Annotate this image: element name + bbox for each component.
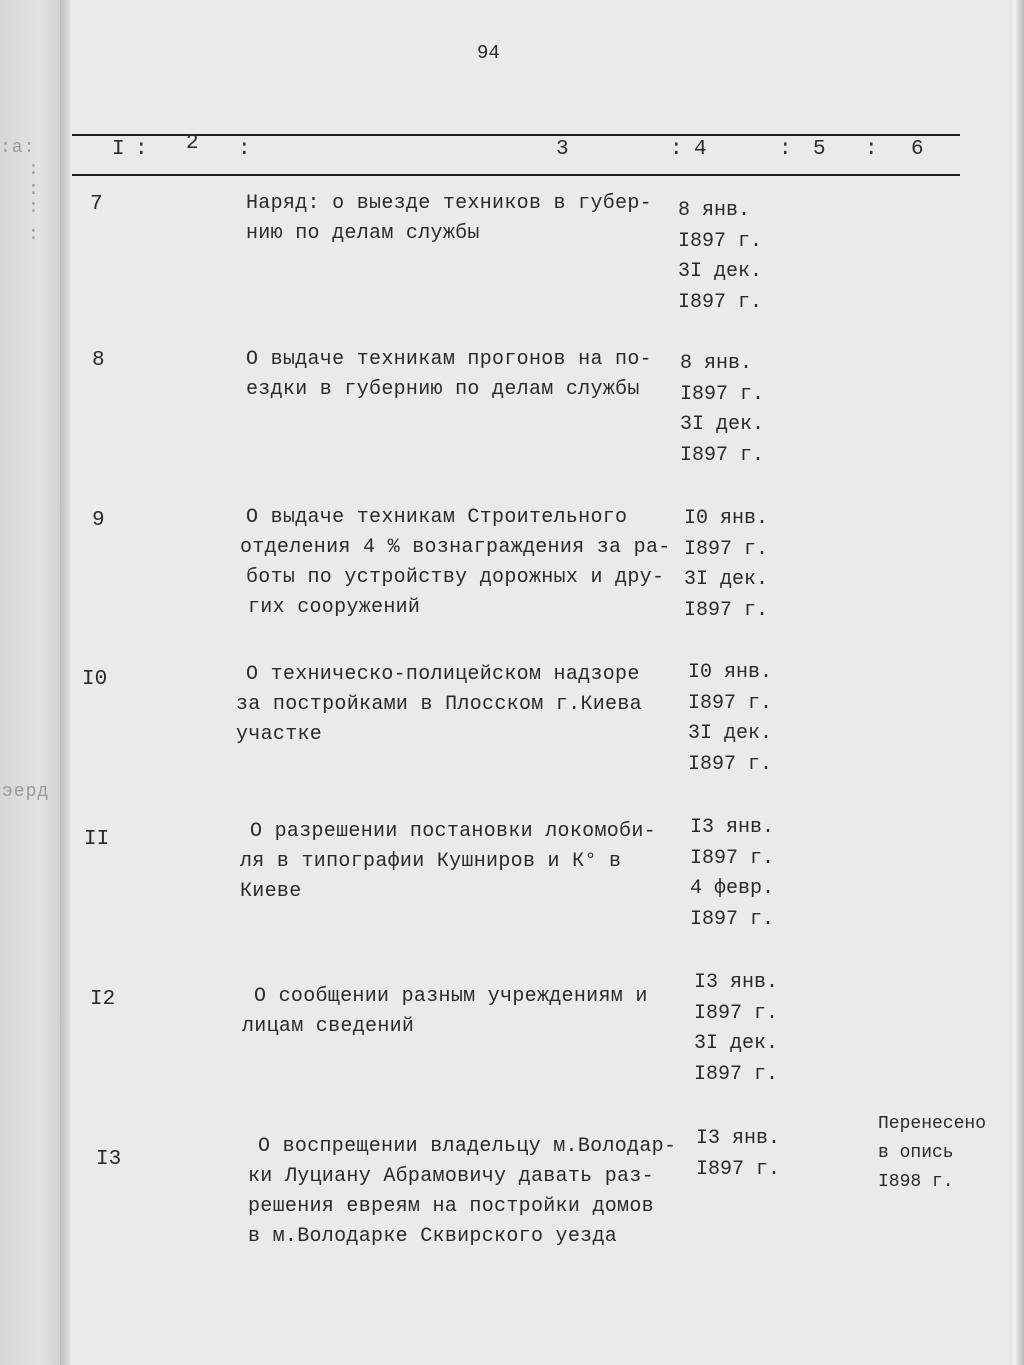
title-line: Наряд: о выезде техников в губер- xyxy=(246,192,652,215)
title-line: О выдаче техникам Строительного xyxy=(246,506,628,529)
title-line: ездки в губернию по делам службы xyxy=(246,378,640,401)
entry-number: I3 xyxy=(96,1148,122,1171)
entry-note xyxy=(878,1110,986,1197)
date-end-year: I897 г. xyxy=(688,752,773,776)
col-header-4: 4 xyxy=(694,138,709,161)
note-line: в опись xyxy=(878,1143,954,1163)
note-line: Перенесено xyxy=(878,1114,987,1134)
header-rule-top xyxy=(72,134,960,136)
date-start-year: I897 г. xyxy=(684,537,769,561)
date-start-year: I897 г. xyxy=(680,382,765,406)
entry-number: 9 xyxy=(92,509,105,532)
date-end-year: I897 г. xyxy=(680,443,765,467)
col-separator: : xyxy=(779,138,794,161)
entry-dates xyxy=(680,349,764,471)
date-end-year: I897 г. xyxy=(684,598,769,622)
page-edge xyxy=(1008,0,1024,1365)
date-start: I0 янв. xyxy=(684,507,769,530)
col-header-3: 3 xyxy=(556,138,571,161)
title-line: О сообщении разным учреждениям и xyxy=(254,985,648,1008)
title-line: Киеве xyxy=(240,880,302,903)
date-start: I3 янв. xyxy=(690,816,775,839)
date-end: 3I дек. xyxy=(678,260,763,283)
col-header-6: 6 xyxy=(911,138,926,161)
title-line: ля в типографии Кушниров и К° в xyxy=(240,850,622,873)
title-line: нию по делам службы xyxy=(246,222,480,245)
title-line: решения евреям на постройки домов xyxy=(248,1195,654,1218)
adjacent-page-fragment: : xyxy=(28,225,40,245)
adjacent-page-fragment: эерд xyxy=(2,782,50,802)
document-page xyxy=(70,0,1010,1365)
date-start-year: I897 г. xyxy=(696,1157,781,1181)
date-start: I3 янв. xyxy=(694,971,779,994)
date-start-year: I897 г. xyxy=(678,229,763,253)
col-separator: : xyxy=(865,138,880,161)
entry-title xyxy=(236,660,642,750)
title-line: О выдаче техникам прогонов на по- xyxy=(246,348,652,371)
date-end: 4 февр. xyxy=(690,877,775,900)
title-line: отделения 4 % вознаграждения за ра- xyxy=(240,536,671,559)
entry-title xyxy=(246,189,652,249)
date-end: 3I дек. xyxy=(694,1032,779,1055)
col-separator: : xyxy=(670,138,685,161)
title-line: О разрешении постановки локомоби- xyxy=(250,820,656,843)
adjacent-page-fragment: : xyxy=(28,180,40,200)
date-start-year: I897 г. xyxy=(688,691,773,715)
entry-title xyxy=(248,1132,676,1252)
entry-title xyxy=(242,982,648,1042)
title-line: в м.Володарке Сквирского уезда xyxy=(248,1225,618,1248)
date-end-year: I897 г. xyxy=(694,1062,779,1086)
entry-number: I2 xyxy=(90,988,116,1011)
title-line: О техническо-полицейском надзоре xyxy=(246,663,640,686)
date-end: 3I дек. xyxy=(688,722,773,745)
entry-title xyxy=(240,817,656,907)
title-line: участке xyxy=(236,723,323,746)
title-line: лицам сведений xyxy=(242,1015,415,1038)
entry-title xyxy=(240,503,671,623)
date-start-year: I897 г. xyxy=(690,846,775,870)
adjacent-page-fragment: : xyxy=(28,160,40,180)
entry-number: 7 xyxy=(90,193,103,216)
note-line: I898 г. xyxy=(878,1172,954,1192)
date-start: I3 янв. xyxy=(696,1127,781,1150)
col-header-2: 2 xyxy=(186,132,201,155)
entry-title xyxy=(246,345,652,405)
header-rule-bottom xyxy=(72,174,960,176)
page-number: 94 xyxy=(477,42,500,64)
date-end: 3I дек. xyxy=(684,568,769,591)
title-line: гих сооружений xyxy=(248,596,421,619)
col-separator: : xyxy=(135,138,150,161)
title-line: ки Луциану Абрамовичу давать раз- xyxy=(248,1165,654,1188)
entry-number: 8 xyxy=(92,349,105,372)
date-start: 8 янв. xyxy=(678,199,751,222)
col-header-5: 5 xyxy=(813,138,828,161)
adjacent-page-fragment: :a: xyxy=(0,138,36,158)
col-header-1: I xyxy=(112,138,127,161)
entry-number: II xyxy=(84,828,110,851)
entry-dates xyxy=(688,658,772,780)
adjacent-page-edge xyxy=(0,0,66,1365)
col-separator: : xyxy=(238,138,253,161)
date-start: I0 янв. xyxy=(688,661,773,684)
entry-dates xyxy=(690,813,774,935)
date-end: 3I дек. xyxy=(680,413,765,436)
adjacent-page-fragment: : xyxy=(28,198,40,218)
date-start-year: I897 г. xyxy=(694,1001,779,1025)
date-end-year: I897 г. xyxy=(690,907,775,931)
date-start: 8 янв. xyxy=(680,352,753,375)
entry-number: I0 xyxy=(82,668,108,691)
entry-dates xyxy=(696,1124,780,1185)
title-line: за постройками в Плосском г.Киева xyxy=(236,693,642,716)
title-line: боты по устройству дорожных и дру- xyxy=(246,566,665,589)
title-line: О воспрещении владельцу м.Володар- xyxy=(258,1135,677,1158)
entry-dates xyxy=(678,196,762,318)
entry-dates xyxy=(694,968,778,1090)
entry-dates xyxy=(684,504,768,626)
date-end-year: I897 г. xyxy=(678,290,763,314)
